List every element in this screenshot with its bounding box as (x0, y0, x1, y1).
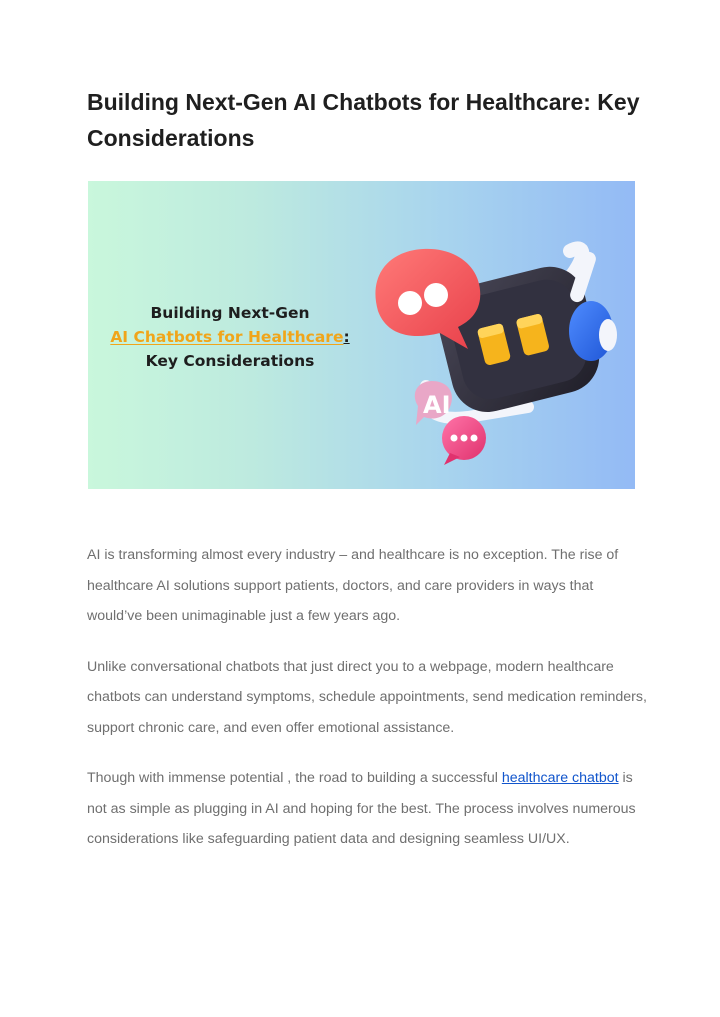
hero-line-1: Building Next-Gen (150, 304, 310, 322)
hero-banner-image (88, 181, 635, 489)
paragraph-3-rest: is not as simple as plugging in AI and hoping for the best. The process involves numerous considerations like safeguarding patient data and designing seamless UI/UX. (87, 770, 636, 847)
hero-highlight: AI Chatbots for Healthcare (110, 328, 344, 346)
paragraph-3 (87, 763, 647, 855)
ai-badge-text: AI (423, 391, 451, 419)
hero-line-3: Key Considerations (145, 352, 315, 370)
paragraph-3-intro: Though with immense potential , the road to building a successful (87, 770, 502, 786)
chatbot-illustration (88, 181, 635, 489)
typing-bubble-icon (442, 416, 486, 465)
paragraph-2: Unlike conversational chatbots that just direct you to a webpage, modern healthcare chatbots can understand symptoms, schedule appointments, send medication reminders, support chronic care, and even offer emotional assistance. (87, 658, 647, 736)
article-body (87, 540, 647, 875)
paragraph-1: AI is transforming almost every industry – and healthcare is no exception. The rise of healthcare AI solutions support patients, doctors, and care providers in ways that would’ve been unimaginable just a few years ago. (87, 547, 619, 624)
hero-colon: : (343, 328, 350, 346)
page-title: Building Next-Gen AI Chatbots for Healthcare: Key Considerations (87, 89, 640, 151)
healthcare-chatbot-link[interactable]: healthcare chatbot (501, 770, 619, 786)
